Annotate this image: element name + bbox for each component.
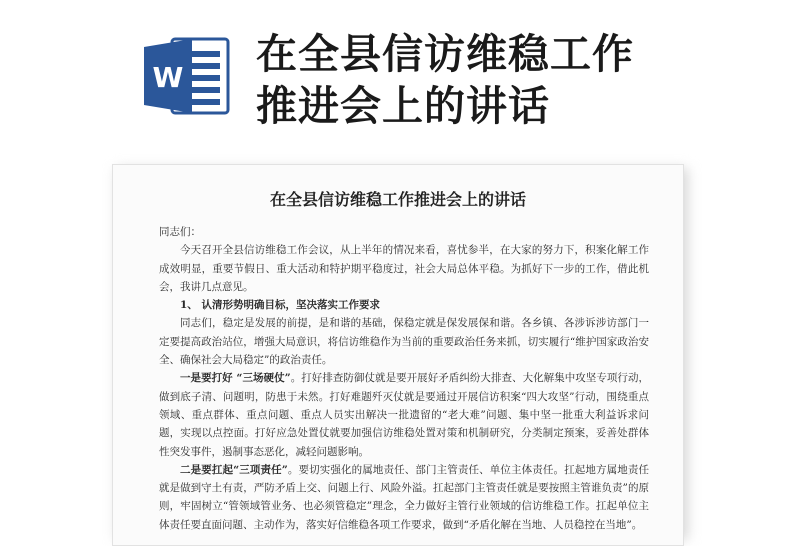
document-page	[112, 164, 684, 546]
page-title-line-1: 在全县信访维稳工作	[256, 30, 634, 78]
header-banner	[0, 0, 800, 160]
paragraph-three-battles	[159, 369, 649, 460]
word-icon-letter: W	[152, 61, 184, 94]
page-title	[256, 28, 776, 132]
paragraph-three-responsibilities	[159, 461, 649, 534]
page-title-line-2: 推进会上的讲话	[256, 82, 550, 130]
word-document-icon	[142, 37, 232, 115]
paragraph-intro: 今天召开全县信访维稳工作会议，从上半年的情况来看，喜忧参半，在大家的努力下，积案化解工作成效明显，重要节假日、重大活动和特护期平稳度过，社会大局总体平稳。为抓好下一步的工作，借此机会，我讲几点意见。	[159, 244, 649, 293]
paragraph-three-battles-lead: 一是要打好 “三场硬仗”	[180, 372, 291, 385]
document-body	[159, 223, 649, 534]
document-title: 在全县信访维稳工作推进会上的讲话	[269, 190, 526, 209]
paragraph-stability: 同志们，稳定是发展的前提，是和谐的基础，保稳定就是保发展保和谐。各乡镇、各涉诉涉访部门一定要提高政治站位，增强大局意识，将信访维稳作为当前的重要政治任务来抓，切实履行“维护国家政治安全、确保社会大局稳定”的政治责任。	[159, 317, 649, 367]
section-heading-1: 1、 认清形势明确目标，坚决落实工作要求	[180, 299, 380, 312]
paragraph-three-responsibilities-lead: 二是要扛起“三项责任”	[180, 463, 288, 476]
paragraph-three-battles-text: 。打好排查防御仗就是要开展好矛盾纠纷大排查、大化解集中攻坚专项行动，做到底子清、问题明，防患于未然。打好难题歼灭仗就是要通过开展信访积案“四大攻坚”行动，围绕重点领域、重点群体、重点问题、重点人员实出解决一批遗留的“老大难”问题、集中坚一批重大利益诉求问题，实现以点控面。打好应急处置仗就要加强信访维稳处置对策和机制研究，分类制定预案，妥善处群体性突发事件，遏制事态恶化，减轻问题影响。	[159, 372, 650, 458]
greeting: 同志们：	[159, 226, 201, 238]
paragraph-three-responsibilities-text: 。要切实强化的属地责任、部门主管责任、单位主体责任。扛起地方属地责任就是做到守土有责，严防矛盾上交、问题上行、风险外溢。扛起部门主管责任就是要按照主管谁负责”的原则，牢固树立“管领域管业务、也必须管稳定”理念，全力做好主管行业领域的信访维稳工作。扛起单位主体责任要直面问题、主动作为，落实好信维稳各项工作要求，做到“矛盾化解在当地、人员稳控在当地”。	[159, 463, 649, 531]
